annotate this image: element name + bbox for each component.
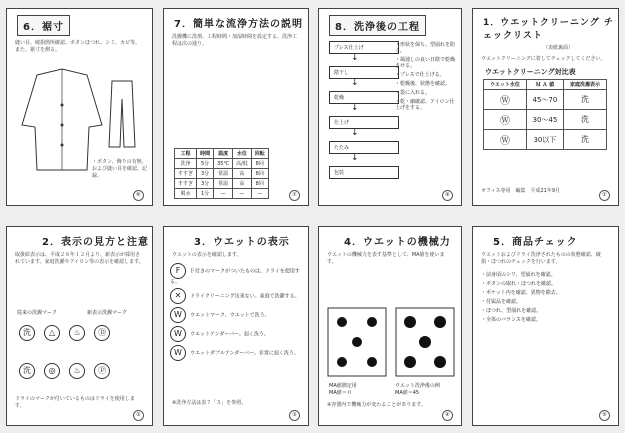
card-title: 6．裾寸 [17, 15, 70, 36]
table-header: 水位 [233, 149, 252, 159]
symbol-row: W ウエットアンダーバー。弱く洗う。 [170, 326, 302, 342]
label-old: 従来の洗濯マーク [17, 310, 58, 316]
flow-step: たたみ [329, 141, 399, 154]
card-title: 7．簡単な流浄方法の説明 [174, 19, 303, 30]
table-row: Ⓦ 45〜70 洗 [484, 90, 607, 110]
page-number: ② [133, 410, 144, 421]
iron-icon: ♨ [69, 363, 85, 379]
wash-icon: 洗 [19, 325, 35, 341]
page-number: ① [599, 190, 610, 201]
wet-icon: W [170, 307, 186, 323]
table-row: Ⓦ 30〜45 洗 [484, 110, 607, 130]
card-title: 1．ウエットクリーニング チェックリスト [483, 18, 614, 41]
flow-step: プレス仕上げ [329, 41, 399, 54]
flow-note: ・乾燥後、状態を確認。 [395, 81, 451, 87]
table-row: すすぎ 3分 常温 高 8回 [175, 169, 269, 179]
card-note: ※容器内で機械力が変わることがあります。 [327, 402, 426, 408]
table-row: 洗浄 5分 35℃ 高/低 8回 [175, 159, 269, 169]
check-item: ・前身頃のシワ、型崩れを確認。 [481, 272, 556, 278]
card-checklist [472, 8, 619, 206]
card-product-check [472, 226, 619, 426]
card-body: 縫い目、破損箇所確認、ボタンほつれ、シミ、カビ等。また、裾寸を測る。 [15, 40, 141, 53]
card-body: ウエットの表示を確認します。 [172, 252, 242, 258]
table-header: 回転 [251, 149, 268, 159]
page-number: ④ [442, 410, 453, 421]
flow-note: ・形状を保ち、型崩れを防ぐ。 [395, 42, 456, 54]
table-header: 家庭洗濯表示 [563, 80, 606, 90]
wet-icon: W [170, 326, 186, 342]
arrow-down-icon: ↓ [351, 53, 359, 63]
card-after-wash [318, 8, 462, 206]
card-wash-method [163, 8, 309, 206]
label-before: MA値測定用 MA値＝０ [329, 383, 357, 396]
card-wet-label [163, 226, 309, 426]
table-header: Ｍ Ａ 値 [526, 80, 563, 90]
arrow-down-icon: ↓ [351, 128, 359, 138]
symbol-row: W ウエットマーク。ウエットで洗う。 [170, 307, 302, 323]
table-header: 工程 [175, 149, 197, 159]
table-header: ウエット水位 [484, 80, 527, 90]
table-header: 時間 [197, 149, 214, 159]
wash-icon: 洗 [19, 363, 35, 379]
card-title: 8．洗浄後の工程 [329, 15, 426, 36]
dry-icon: Ⓓ [94, 325, 110, 341]
label-after: ウエット洗浄後の例 MA値＝45 [395, 383, 440, 396]
check-item: ・ボタンの取れ・ほつれを確認。 [481, 281, 557, 287]
symbol-row: F Ｆ付きのマークがついたものは、ドライを使用する。 [170, 263, 302, 285]
card-title: 4．ウエットの機械力 [344, 237, 451, 248]
check-item: ・全体のバランスを確認。 [481, 317, 541, 323]
arrow-down-icon: ↓ [351, 153, 359, 163]
pants-illustration [107, 79, 137, 149]
table-row: 脱水 1分 — — — [175, 189, 269, 199]
flow-note: ・乾・縮確認、アイロン仕上げをする。 [395, 99, 455, 111]
card-label-guide [6, 226, 153, 426]
table-row: Ⓦ 30以下 洗 [484, 130, 607, 150]
flow-note: ・風通しの良い日陰で乾燥させる。 [395, 57, 456, 69]
card-footer: オフィス専用 編集 平成21年9月 [481, 188, 560, 194]
card-mechanical-force [318, 226, 462, 426]
page-number: ③ [289, 410, 300, 421]
symbol-row: ✕ ドライクリーニング出来ない。家庭で洗濯する。 [170, 288, 302, 304]
flow-step: 包装 [329, 166, 399, 179]
flow-step: 乾燥 [329, 91, 399, 104]
wet-icon: W [170, 345, 186, 361]
card-body: 洗濯機に洗剤、工程時間・加湿時間を設定する。洗浄工程は次の通り。 [172, 34, 298, 47]
card-suncut [6, 8, 153, 206]
card-note: ドライのマークが付いているものはドライを使用します。 [15, 396, 135, 409]
triangle-icon: △ [44, 325, 60, 341]
ma-test-sheet-before [327, 307, 387, 377]
page-number: ⑧ [442, 190, 453, 201]
comparison-table [483, 79, 607, 150]
table-row: すすぎ 3分 常温 高 8回 [175, 179, 269, 189]
flow-step: 仕上げ [329, 116, 399, 129]
table-header: 温度 [214, 149, 233, 159]
card-body: ウエットの機械力を表す基準として、MA値を使います。 [327, 252, 445, 265]
wash-symbols-grid [19, 322, 139, 379]
flow-note: ・袋に入れる。 [395, 90, 431, 96]
wash-table [174, 148, 269, 199]
card-title: 2．表示の見方と注意 [42, 237, 149, 248]
arrow-down-icon: ↓ [351, 78, 359, 88]
page-number: ⑤ [599, 410, 610, 421]
card-title: 5．商品チェック [493, 237, 578, 248]
card-body: ウエットおよびドライ洗浄されたものの状態確認、破損・ほつれのチェックを行います。 [481, 252, 601, 265]
symbol-row: W ウエットダブルアンダーバー。非常に弱く洗う。 [170, 345, 302, 361]
label-new: 新表示洗濯マーク [87, 310, 128, 316]
page-number: ⑦ [289, 190, 300, 201]
card-note: ※洗浄方法は表７「５」を参照。 [172, 400, 247, 406]
table-title: ウエットクリーニング対比表 [485, 68, 576, 76]
card-title: 3．ウエットの表示 [194, 237, 290, 248]
flow-note: ・プレスで仕上げる。 [395, 72, 445, 78]
card-body: 取扱絵表示は、平成２８年１２月より、新表示が採用されています。家庭洗濯やアイロン等の表示を確認します。 [15, 252, 144, 265]
page-number: ⑥ [133, 190, 144, 201]
no-dry-icon: ✕ [170, 288, 186, 304]
ma-test-sheet-after [395, 307, 455, 377]
dry-icon: Ⓟ [94, 363, 110, 379]
card-note: ・ボタン、飾りの有無、および縫い目を確認、記録。 [92, 159, 148, 179]
f-icon: F [170, 263, 186, 279]
check-item: ・付属品を確認。 [481, 299, 522, 305]
flow-step: 陰干し [329, 66, 399, 79]
card-body: ウエットクリーニングに着してチェックしてください。 [481, 56, 606, 62]
arrow-down-icon: ↓ [351, 103, 359, 113]
check-item: ・ポケット内を確認、異物を除去。 [481, 290, 561, 296]
card-subtitle: （表紙裏面） [543, 45, 574, 51]
check-item: ・ほつれ、型崩れを確認。 [481, 308, 542, 314]
iron-icon: ♨ [69, 325, 85, 341]
tumble-icon: ◎ [44, 363, 60, 379]
